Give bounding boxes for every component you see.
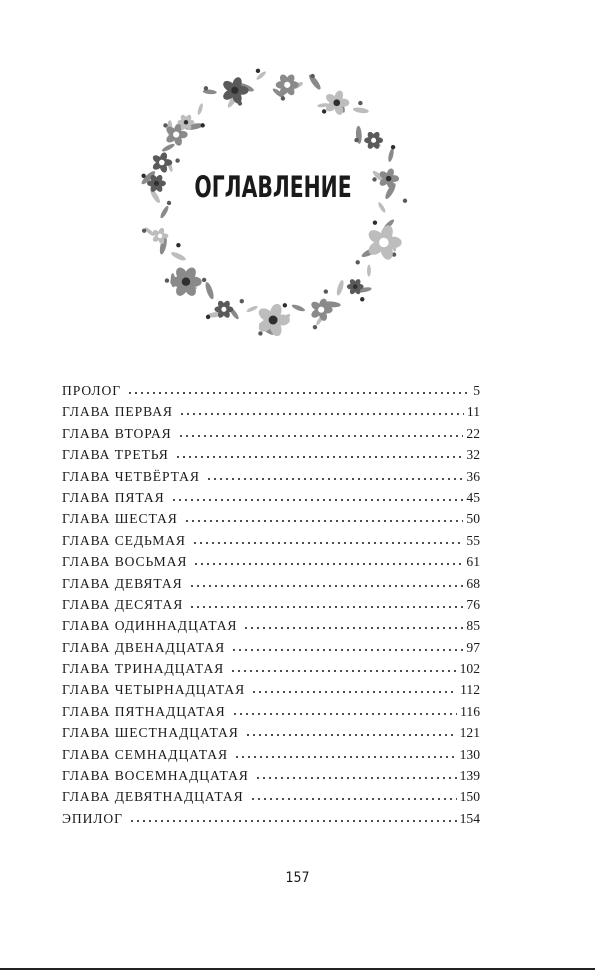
berry-icon [358, 101, 362, 105]
dot-leader [234, 745, 457, 759]
dot-leader [175, 445, 464, 459]
toc-entry-label: ГЛАВА ЧЕТЫРНАДЦАТАЯ [62, 682, 246, 698]
toc-entry-label: ГЛАВА ВОСЕМНАДЦАТАЯ [62, 768, 249, 784]
toc-entry-label: ГЛАВА ПЯТАЯ [62, 489, 165, 505]
toc-entry-page: 32 [466, 447, 480, 463]
toc-entry[interactable] [62, 402, 480, 423]
toc-entry[interactable] [62, 809, 480, 830]
berry-icon [202, 278, 206, 282]
flower-icon [310, 298, 333, 322]
toc-entry[interactable] [62, 509, 480, 530]
berry-icon [258, 331, 262, 335]
dot-leader [178, 424, 464, 438]
dot-leader [231, 638, 463, 652]
leaf-icon [353, 107, 370, 115]
leaf-icon [197, 103, 204, 116]
berry-icon [354, 138, 358, 142]
toc-entry[interactable] [62, 616, 480, 637]
berry-icon [324, 289, 328, 293]
dot-leader [230, 659, 456, 673]
toc-entry[interactable] [62, 445, 480, 466]
toc-entry-page: 116 [460, 703, 480, 719]
toc-entry-label: ГЛАВА СЕМНАДЦАТАЯ [62, 746, 228, 762]
toc-entry[interactable] [62, 723, 480, 744]
toc-entry-page: 5 [473, 383, 480, 398]
berry-icon [403, 199, 407, 203]
berry-icon [313, 325, 317, 329]
flower-icon [347, 278, 364, 295]
berry-icon [360, 297, 364, 301]
toc-entry[interactable] [62, 680, 480, 701]
leaf-icon [387, 148, 395, 163]
flower-icon [170, 266, 202, 298]
toc-entry[interactable] [62, 787, 480, 808]
dot-leader [171, 488, 464, 502]
berry-icon [204, 86, 208, 90]
berry-icon [356, 260, 360, 264]
berry-icon [281, 96, 285, 100]
dot-leader [250, 787, 457, 801]
berry-icon [142, 228, 146, 232]
dot-leader [184, 509, 464, 523]
toc-entry-page: 130 [459, 746, 480, 762]
dot-leader [243, 616, 463, 630]
leaf-icon [161, 142, 175, 152]
toc-entry-page: 139 [459, 768, 480, 784]
toc-entry[interactable] [62, 574, 480, 595]
toc-entry-page: 121 [459, 725, 480, 741]
flower-icon [366, 224, 402, 262]
toc-entry[interactable] [62, 766, 480, 787]
toc-entry-page: 112 [460, 682, 480, 698]
toc-entry[interactable] [62, 745, 480, 766]
toc-entry[interactable] [62, 638, 480, 659]
toc-entry-label: ГЛАВА ПЯТНАДЦАТАЯ [62, 703, 226, 719]
flower-icon [324, 89, 349, 115]
toc-entry-page: 36 [466, 468, 480, 484]
toc-entry-page: 102 [459, 661, 480, 677]
dot-leader [255, 766, 457, 780]
dot-leader [179, 402, 464, 416]
toc-entry[interactable] [62, 488, 480, 509]
toc-entry[interactable] [62, 702, 480, 723]
toc-entry[interactable] [62, 424, 480, 445]
toc-entry[interactable] [62, 595, 480, 616]
dot-leader [232, 702, 457, 716]
dot-leader [129, 809, 457, 823]
berry-icon [175, 158, 179, 162]
leaf-icon [204, 281, 215, 300]
toc-entry-label: ГЛАВА ДВЕНАДЦАТАЯ [62, 639, 226, 655]
toc-entry-label: ЭПИЛОГ [62, 810, 123, 826]
leaf-icon [159, 205, 170, 219]
berry-icon [206, 315, 210, 319]
toc-entry-page: 55 [466, 532, 480, 548]
leaf-icon [335, 279, 345, 296]
dot-leader [245, 723, 457, 737]
dot-leader [193, 552, 463, 566]
berry-icon [373, 220, 377, 224]
leaf-icon [246, 305, 259, 313]
toc-entry-page: 45 [466, 489, 480, 505]
toc-entry-label: ГЛАВА ДЕСЯТАЯ [62, 596, 184, 612]
dot-leader [127, 381, 470, 395]
toc-entry-label: ГЛАВА ШЕСТАЯ [62, 511, 178, 527]
toc-entry[interactable] [62, 467, 480, 488]
toc-entry-label: ГЛАВА ДЕВЯТНАДЦАТАЯ [62, 789, 244, 805]
toc-entry-label: ГЛАВА ТРИНАДЦАТАЯ [62, 661, 225, 677]
berry-icon [310, 74, 314, 78]
dot-leader [189, 574, 464, 588]
leaf-icon [170, 251, 187, 262]
berry-icon [391, 145, 395, 149]
page-title: ОГЛАВЛЕНИЕ [194, 170, 352, 204]
toc-entry-label: ПРОЛОГ [62, 383, 121, 398]
toc-entry-label: ГЛАВА ВТОРАЯ [62, 425, 172, 441]
leaf-icon [367, 265, 371, 277]
toc-entry-page: 76 [466, 596, 480, 612]
toc-entry-page: 85 [466, 618, 480, 634]
berry-icon [141, 174, 145, 178]
toc-entry-page: 11 [466, 404, 480, 420]
leaf-icon [307, 73, 322, 91]
toc-entry[interactable] [62, 381, 480, 402]
toc-entry[interactable] [62, 531, 480, 552]
table-of-contents [62, 381, 480, 830]
berry-icon [176, 243, 180, 247]
dot-leader [251, 680, 457, 694]
leaf-icon [291, 303, 306, 312]
toc-entry-page: 68 [466, 575, 480, 591]
toc-entry[interactable] [62, 552, 480, 573]
page-number: 157 [285, 870, 310, 886]
toc-entry-label: ГЛАВА ШЕСТНАДЦАТАЯ [62, 725, 239, 741]
berry-icon [322, 109, 326, 113]
toc-entry-label: ГЛАВА ПЕРВАЯ [62, 404, 173, 420]
dot-leader [189, 595, 463, 609]
toc-entry-label: ГЛАВА ОДИННАДЦАТАЯ [62, 618, 238, 634]
toc-entry-page: 97 [466, 639, 480, 655]
toc-entry-label: ГЛАВА ДЕВЯТАЯ [62, 575, 183, 591]
toc-entry-label: ГЛАВА СЕДЬМАЯ [62, 532, 186, 548]
toc-entry-page: 150 [459, 789, 480, 805]
toc-entry-label: ГЛАВА ЧЕТВЁРТАЯ [62, 468, 200, 484]
toc-entry-page: 154 [459, 810, 480, 826]
toc-entry[interactable] [62, 659, 480, 680]
dot-leader [206, 467, 464, 481]
berry-icon [240, 299, 244, 303]
toc-entry-page: 61 [466, 554, 480, 570]
flower-icon [221, 76, 248, 105]
berry-icon [283, 303, 287, 307]
berry-icon [163, 123, 167, 127]
berry-icon [165, 278, 169, 282]
toc-entry-page: 50 [466, 511, 480, 527]
toc-entry-label: ГЛАВА ТРЕТЬЯ [62, 447, 169, 463]
dot-leader [192, 531, 464, 545]
berry-icon [200, 123, 204, 127]
berry-icon [256, 69, 260, 73]
toc-entry-page: 22 [466, 425, 480, 441]
flower-icon [364, 131, 383, 150]
toc-entry-label: ГЛАВА ВОСЬМАЯ [62, 554, 188, 570]
